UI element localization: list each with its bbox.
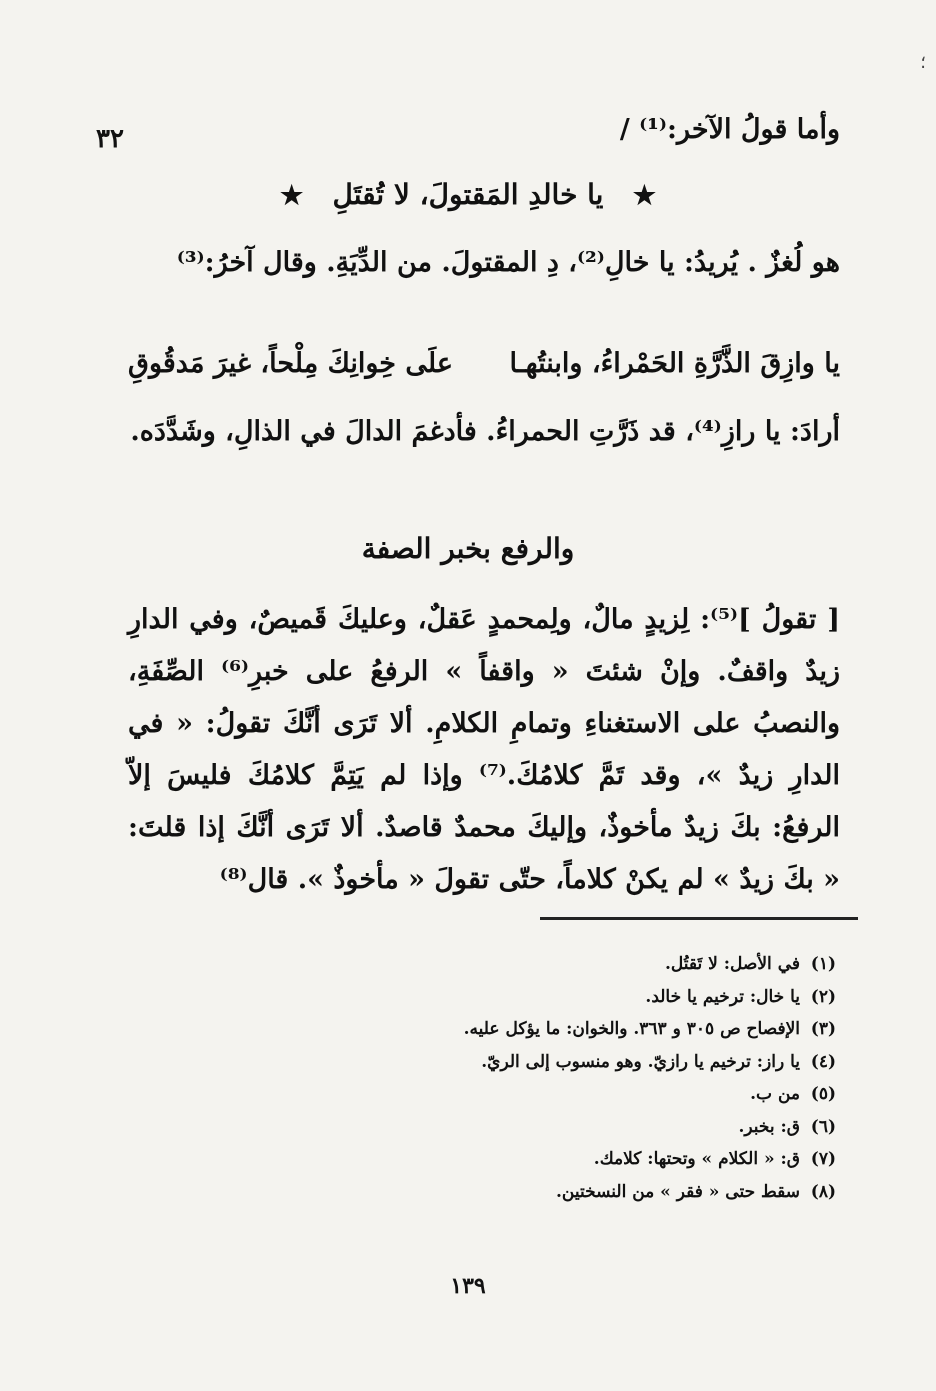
footnotes — [136, 948, 836, 1208]
margin-page-reference: ٣٢ — [96, 124, 124, 154]
footnote-text: سقط حتى « فقر » من النسختين. — [556, 1181, 800, 1202]
footnote-number: (٨) — [810, 1181, 836, 1202]
verse-one-text: يا خالدِ المَقتولَ، لا تُقتَلِ — [332, 178, 604, 211]
footnote-number: (٢) — [810, 986, 836, 1007]
section-title: والرفع بخبر الصفة — [361, 532, 575, 565]
paragraph-two: أرادَ: يا رازِ⁽⁴⁾، قد ذَرَّتِ الحمراءُ. فأدغمَ الدالَ في الذالِ، وشَدَّدَه. — [130, 416, 840, 447]
footnote-text: من ب. — [750, 1084, 800, 1104]
footnote-item — [136, 1013, 836, 1046]
footnote-number: (٥) — [810, 1084, 836, 1104]
footnote-text: يا راز: ترخيم يا رازيّ. وهو منسوب إلى الريّ. — [481, 1051, 800, 1072]
paragraph-three: [ تقولُ ]⁽⁵⁾: لِزيدٍ مالٌ، ولِمحمدٍ عَقلٌ، وعليكَ قَميصٌ، وفي الدارِ زيدٌ واقفٌ. وإنْ شئتَ « واقفاً » الرفعُ على خبرِ⁽⁶⁾ الصِّفَةِ، والنصبُ على الاستغناءِ وتمامِ الكلامِ. ألا تَرَى أنَّكَ تقولُ: « في الدارِ زيدٌ »، وقد تَمَّ كلامُكَ.⁽⁷⁾ وإذا لم يَتِمَّ كلامُكَ فليسَ إلاّ الرفعُ: بكَ زيدٌ مأخوذٌ، وإليكَ محمدٌ قاصدٌ. ألا تَرَى أنَّكَ إذا قلتَ: « بكَ زيدٌ » لم يكنْ كلاماً، حتّى تقولَ « مأخوذٌ ». قال⁽⁸⁾ — [128, 604, 840, 895]
footnote-text: الإفصاح ص ٣٠٥ و ٣٦٣. والخوان: ما يؤكل عليه. — [463, 1019, 800, 1039]
footnote-item — [136, 1111, 836, 1144]
footnote-number: (٧) — [810, 1149, 836, 1169]
intro-line: وأما قولُ الآخر:⁽¹⁾ / — [619, 114, 840, 145]
footnote-text: في الأصل: لا تَقتُل. — [664, 954, 800, 974]
footnote-item — [136, 1143, 836, 1176]
footnote-item — [136, 1078, 836, 1111]
footnote-number: (٣) — [810, 1019, 836, 1039]
paragraph-one: هو لُغزٌ . يُريدُ: يا خالِ⁽²⁾، دِ المقتولَ. من الدِّيَةِ. وقال آخرُ:⁽³⁾ — [176, 247, 840, 278]
footnote-text: ق: « الكلام » وتحتها: كلامك. — [593, 1149, 800, 1169]
corner-mark: ؛ — [920, 52, 926, 73]
verse-two-second-half: علَى خِوانِكَ مِلْحاً، غيرَ مَدقُوقِ — [128, 348, 453, 379]
footnote-number: (٤) — [810, 1051, 836, 1072]
footnote-item — [136, 948, 836, 981]
footnote-item — [136, 1176, 836, 1209]
verse-two-first-half: يا وازِقَ الذَّرَّةِ الحَمْراءُ، وابنتُهـا — [509, 348, 840, 379]
verse-two — [128, 348, 840, 379]
footnote-text: ق: بخبر. — [738, 1116, 800, 1137]
star-icon: ★ — [632, 181, 657, 211]
page-number: ١٣٩ — [450, 1273, 486, 1299]
footnote-divider — [540, 917, 858, 920]
verse-one — [0, 178, 936, 211]
footnote-item — [136, 1046, 836, 1079]
footnote-number: (١) — [810, 954, 836, 974]
footnote-item — [136, 981, 836, 1014]
footnote-number: (٦) — [810, 1116, 836, 1137]
star-icon: ★ — [279, 181, 304, 211]
footnote-text: يا خال: ترخيم يا خالد. — [645, 986, 800, 1007]
